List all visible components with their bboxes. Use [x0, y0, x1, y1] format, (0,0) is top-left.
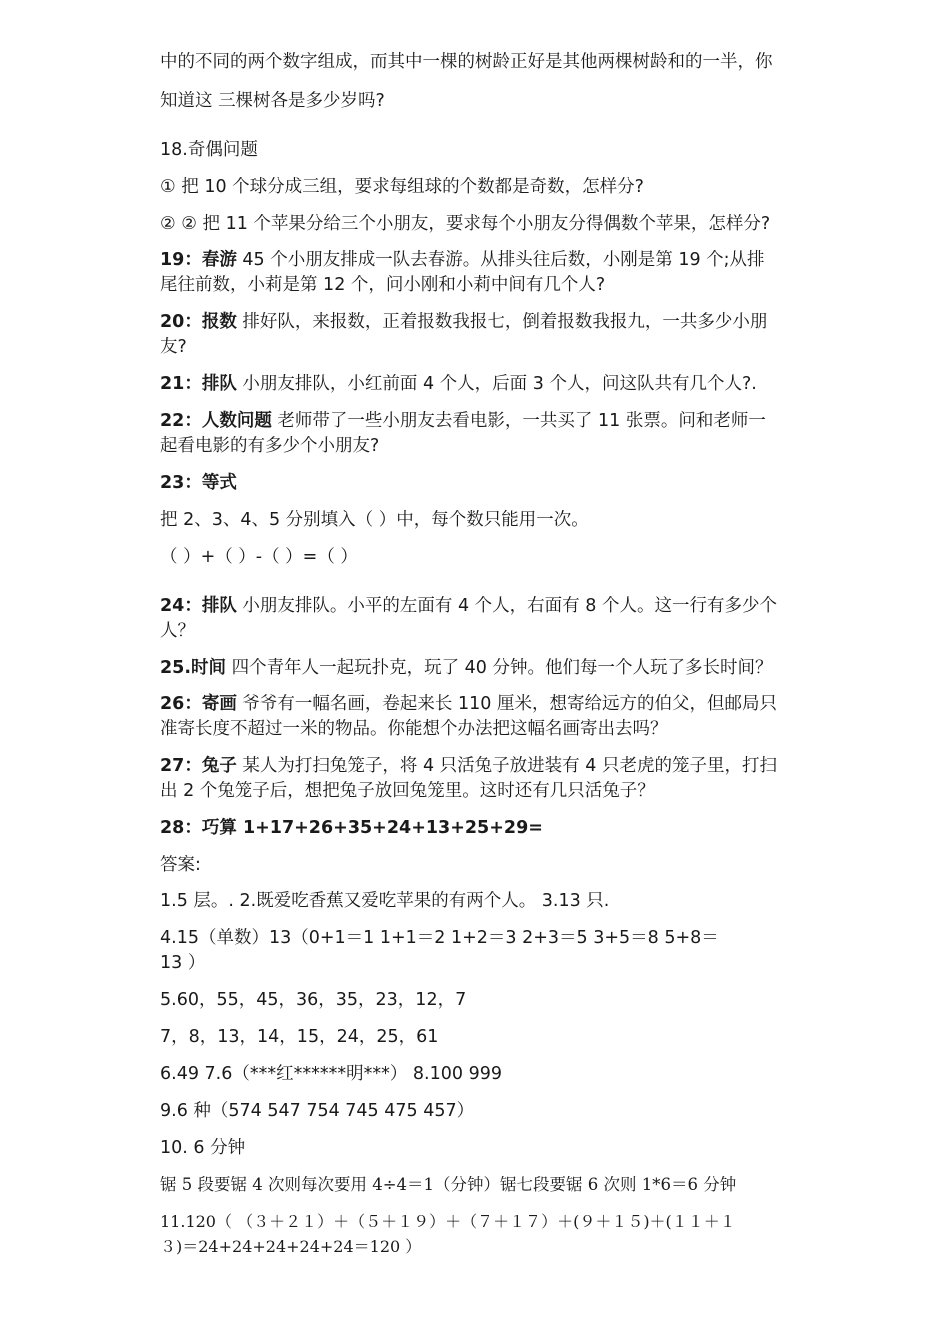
q23-label: 23：等式 [160, 473, 237, 493]
q18-item-1: ① 把 10 个球分成三组，要求每组球的个数都是奇数，怎样分? [160, 177, 644, 197]
q24-label: 24：排队 [160, 596, 237, 616]
answer-10: 10. 6 分钟 [160, 1138, 246, 1158]
q19-label: 19：春游 [160, 250, 237, 270]
q21-text: 小朋友排队，小红前面 4 个人，后面 3 个人，问这队共有几个人?. [236, 374, 757, 394]
q18-title: 18.奇偶问题 [160, 140, 258, 160]
q24-line-1 [160, 594, 777, 618]
intro-line-1: 中的不同的两个数字组成，而其中一棵的树龄正好是其他两棵树龄和的一半，你 [160, 52, 773, 72]
answer-5-line-1: 5.60，55，45，36，35，23，12，7 [160, 990, 467, 1010]
answer-11-line-1: 11.120（ （３＋２１）＋（５＋１９）＋（７＋１７）＋(９＋１５)＋(１１＋１ [160, 1212, 736, 1231]
q28-line-1 [160, 816, 543, 840]
q19-line-1 [160, 248, 765, 272]
q21-label: 21：排队 [160, 374, 237, 394]
q20-text: 排好队，来报数，正着报数我报七，倒着报数我报九，一共多少小朋 [236, 312, 768, 332]
q26-text: 爷爷有一幅名画，卷起来长 110 厘米，想寄给远方的伯父，但邮局只 [236, 694, 777, 714]
q26-label: 26：寄画 [160, 694, 237, 714]
q28-expression: 1+17+26+35+24+13+25+29= [236, 818, 543, 838]
q24-text: 小朋友排队。小平的左面有 4 个人，右面有 8 个人。这一行有多少个 [236, 596, 777, 616]
q20-label: 20：报数 [160, 312, 237, 332]
q22-label: 22：人数问题 [160, 411, 272, 431]
answers-title: 答案: [160, 855, 201, 875]
intro-line-2: 知道这 三棵树各是多少岁吗? [160, 91, 385, 111]
q27-line-2: 出 2 个兔笼子后，想把兔子放回兔笼里。这时还有几只活兔子？ [160, 781, 655, 801]
answer-5-line-2: 7，8，13，14，15，24，25，61 [160, 1027, 439, 1047]
q28-label: 28：巧算 [160, 818, 237, 838]
q26-line-2: 准寄长度不超过一米的物品。你能想个办法把这幅名画寄出去吗？ [160, 719, 668, 739]
q25-line-1 [160, 656, 772, 680]
answer-11-line-2: ３)＝24+24+24+24+24＝120 ） [160, 1237, 422, 1256]
answer-6-8: 6.49 7.6（***红******明***） 8.100 999 [160, 1064, 502, 1084]
q27-line-1 [160, 754, 777, 778]
q22-line-2: 起看电影的有多少个小朋友? [160, 436, 380, 456]
q19-line-2: 尾往前数，小莉是第 12 个，问小刚和小莉中间有几个人? [160, 275, 606, 295]
q23-line-1: 把 2、3、4、5 分别填入（ ）中，每个数只能用一次。 [160, 510, 589, 530]
q22-line-1 [160, 409, 766, 433]
q25-label: 25.时间 [160, 658, 227, 678]
answer-10-detail: 锯 5 段要锯 4 次则每次要用 4÷4＝1（分钟）锯七段要锯 6 次则 1*6＝6 分钟 [160, 1175, 737, 1194]
answer-9: 9.6 种（574 547 754 745 475 457） [160, 1101, 475, 1121]
q22-text: 老师带了一些小朋友去看电影，一共买了 11 张票。问和老师一 [271, 411, 766, 431]
answer-1-3: 1.5 层。. 2.既爱吃香蕉又爱吃苹果的有两个人。 3.13 只. [160, 891, 610, 911]
q18-item-2: ② ② 把 11 个苹果分给三个小朋友，要求每个小朋友分得偶数个苹果，怎样分? [160, 214, 771, 234]
q20-line-1 [160, 310, 767, 334]
q24-line-2: 人？ [160, 621, 195, 641]
q19-text: 45 个小朋友排成一队去春游。从排头往后数，小刚是第 19 个;从排 [236, 250, 765, 270]
q23-equation: （ ）+（ ）-（ ）=（ ） [160, 547, 358, 567]
answer-4-line-2: 13 ） [160, 953, 206, 973]
q26-line-1 [160, 692, 777, 716]
q25-text: 四个青年人一起玩扑克，玩了 40 分钟。他们每一个人玩了多长时间？ [226, 658, 773, 678]
answer-4-line-1: 4.15（单数）13（0+1＝1 1+1＝2 1+2＝3 2+3＝5 3+5＝8 5+8＝ [160, 928, 719, 948]
q27-label: 27：兔子 [160, 756, 237, 776]
q20-line-2: 友? [160, 337, 187, 357]
q27-text: 某人为打扫兔笼子，将 4 只活兔子放进装有 4 只老虎的笼子里，打扫 [236, 756, 777, 776]
q21-line-1 [160, 372, 757, 396]
